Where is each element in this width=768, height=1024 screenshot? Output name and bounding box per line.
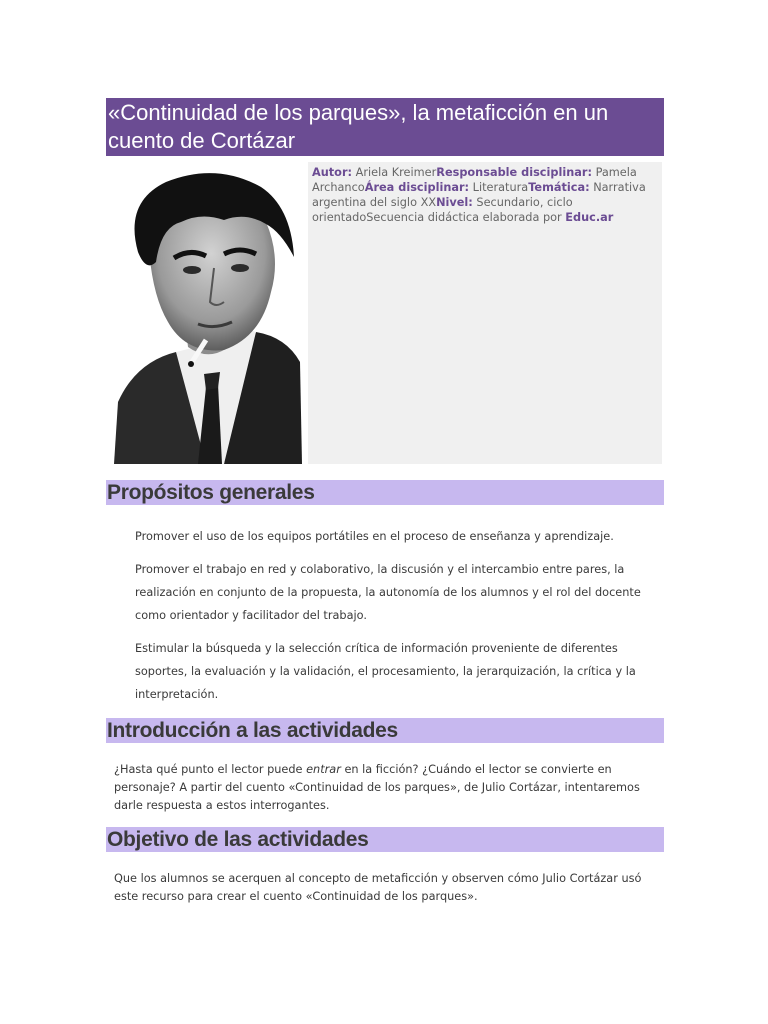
objetivo-heading-bar: [106, 827, 664, 852]
autor-label: Autor:: [312, 166, 353, 179]
introduccion-heading-bar: [106, 718, 664, 743]
introduccion-heading: Introducción a las actividades: [107, 719, 398, 742]
title-banner: [106, 98, 664, 156]
tematica-value: Narrativa argentina del siglo XX: [312, 181, 646, 209]
introduccion-text-start: ¿Hasta qué punto el lector puede: [114, 763, 307, 776]
objetivo-text: Que los alumnos se acerquen al concepto de metaficción y observen cómo Julio Cortázar usó este recurso para crear el cuento «Continuidad de los parques».: [114, 872, 642, 903]
area-value: Literatura: [472, 181, 529, 194]
page-title: «Continuidad de los parques», la metaficción en un cuento de Cortázar: [108, 100, 609, 153]
metadata-box: [308, 162, 662, 464]
nivel-label: Nivel:: [436, 196, 473, 209]
objetivo-heading: Objetivo de las actividades: [107, 828, 369, 851]
propositos-heading: Propósitos generales: [107, 481, 315, 504]
proposito-3: Estimular la búsqueda y la selección crítica de información proveniente de diferentes soportes, la evaluación y la validación, el procesamiento, la jerarquización, la crítica y la interpretación.: [135, 642, 636, 701]
introduccion-emphasis: entrar: [306, 763, 341, 776]
responsable-value: Pamela Archanco: [312, 166, 637, 194]
proposito-1: Promover el uso de los equipos portátiles en el proceso de enseñanza y aprendizaje.: [135, 530, 614, 543]
area-label: Área disciplinar:: [364, 181, 470, 194]
secuencia-text: Secuencia didáctica elaborada por: [366, 211, 566, 224]
propositos-heading-bar: [106, 480, 664, 505]
autor-value: Ariela Kreimer: [355, 166, 437, 179]
introduccion-text: [114, 761, 660, 815]
tematica-label: Temática:: [528, 181, 590, 194]
educ-ar-link[interactable]: Educ.ar: [565, 211, 614, 224]
nivel-value: Secundario, ciclo orientado: [312, 196, 573, 224]
author-portrait-image: [106, 162, 304, 464]
proposito-2: Promover el trabajo en red y colaborativo, la discusión y el intercambio entre pares, la realización en conjunto de la propuesta, la autonomía de los alumnos y el rol del docente como orientador y facilitador del trabajo.: [135, 563, 641, 622]
introduccion-text-end: en la ficción? ¿Cuándo el lector se convierte en personaje? A partir del cuento «Continuidad de los parques», de Julio Cortázar, intentaremos darle respuesta a estos interrogantes.: [114, 763, 640, 812]
responsable-label: Responsable disciplinar:: [436, 166, 592, 179]
